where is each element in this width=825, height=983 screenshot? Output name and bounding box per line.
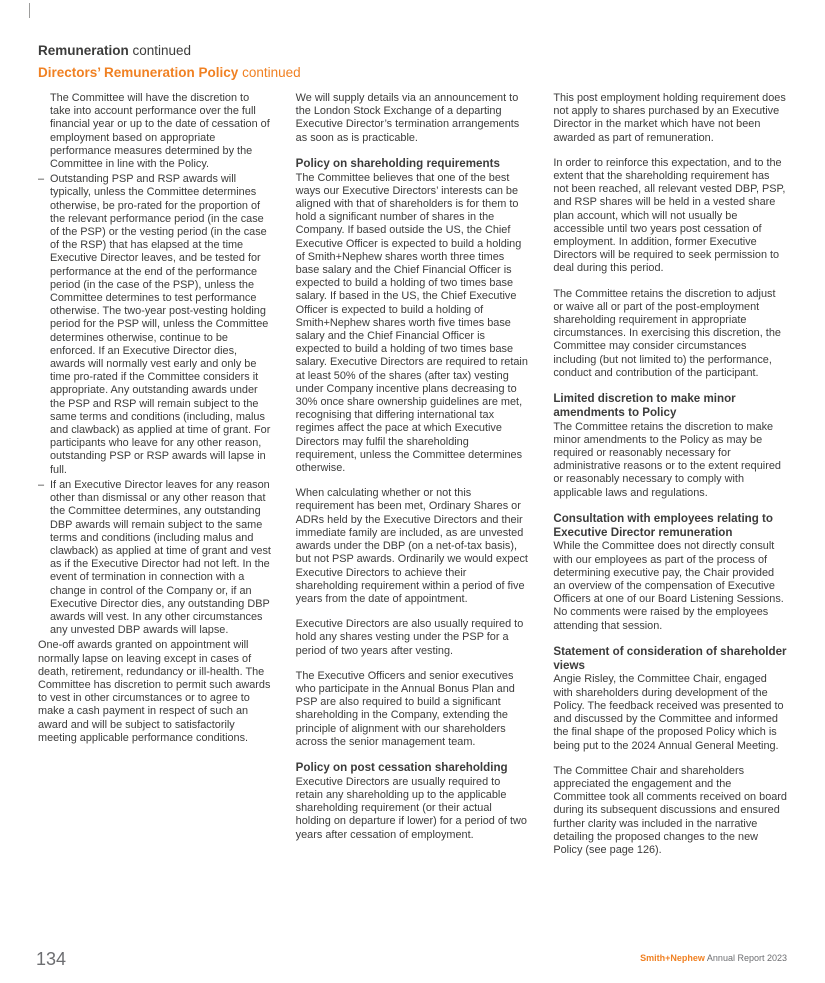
paragraph: Executive Directors are usually required to retain any shareholding up to the applicable shareholding requirement (or their actual holding on departure if lower) for a period of two years after cessation of employment. (295, 775, 527, 841)
paragraph: The Committee will have the discretion to take into account performance over the full financial year or up to the date of cessation of employment based on appropriate performance measures determined by the Committee in line with the Policy. (50, 92, 270, 171)
page-number: 134 (36, 949, 67, 969)
subheading-minor-amendments: Limited discretion to make minor amendments to Policy (553, 392, 736, 419)
paragraph: When calculating whether or not this requirement has been met, Ordinary Shares or ADRs held by the Executive Directors and their immediate family are included, as are unvested awards under the DBP (on a net-of-tax basis), but not PSP awards. Ordinarily we would expect Executive Directors to achieve their shareholding requirement within a period of five years from the date of appointment. (295, 487, 528, 605)
policy-title (38, 64, 301, 81)
column-1 (38, 92, 272, 869)
section-title-continued: continued (128, 43, 192, 58)
policy-title-continued: continued (238, 65, 301, 80)
paragraph: The Committee Chair and shareholders appreciated the engagement and the Committee took all comments received on board during its subsequent discussions and ensured further clarity was included in the narrative detailing the proposed changes to the new Policy (see page 126). (553, 764, 787, 856)
column-2 (296, 92, 530, 869)
page-header (38, 42, 301, 81)
list-item: – Outstanding PSP and RSP awards will typically, unless the Committee determines otherwise, be pro-rated for the proportion of the relevant performance period (in the case of the PSP) or the vesting period (in the case of the RSP) that has elapsed at the time Executive Director leaves, and be tested for performance at the end of the performance period (in the case of the PSP), unless the Committee determines to test performance otherwise. The two-year post-vesting holding period for the PSP will, unless the Committee determines otherwise, continue to be enforced. If an Executive Director dies, awards will normally vest early and only be time pro-rated if the Committee considers it appropriate. Any outstanding awards under the PSP and RSP will remain subject to the same terms and conditions (including, malus and clawback) as applied at time of grant. For participants who leave for any other reason, outstanding PSP or RSP awards will lapse in full. (38, 173, 272, 477)
footer-brand: Smith+Nephew (640, 953, 705, 963)
footer-report-name: Annual Report 2023 (704, 953, 787, 963)
paragraph: We will supply details via an announcement to the London Stock Exchange of a departing Executive Director’s termination arrangements as soon as is practicable. (295, 92, 520, 144)
paragraph: The Executive Officers and senior executives who participate in the Annual Bonus Plan and PSP are also required to build a significant shareholding in the Company, extending the principle of alignment with our shareholders across the senior management team. (295, 669, 515, 748)
content-columns (38, 92, 787, 869)
subheading-employee-consultation: Consultation with employees relating to Executive Director remuneration (553, 511, 774, 539)
footer-report-title (640, 953, 787, 964)
crop-mark (29, 3, 30, 18)
policy-title-bold: Directors’ Remuneration Policy (38, 65, 239, 80)
paragraph: In order to reinforce this expectation, and to the extent that the shareholding requirement has not been reached, all relevant vested DBP, PSP, and RSP shares will be held in a vested share plan account, which will not usually be accessible until two years post cessation of employment. In addition, former Executive Directors will be required to seek permission to deal during this period. (553, 156, 786, 275)
paragraph: One-off awards granted on appointment will normally lapse on leaving except in cases of death, retirement, redundancy or ill-health. The Committee has discretion to permit such awards to vest in other circumstances or to agree to make a cash payment in respect of such an award and will be subject to satisfactorily meeting applicable performance conditions. (38, 639, 271, 744)
paragraph: While the Committee does not directly consult with our employees as part of the process of determining executive pay, the Chair provided an overview of the compensation of Executive Officers at one of our Board Listening Sessions. No comments were raised by the employees attending that session. (553, 540, 784, 632)
section-title (38, 42, 301, 59)
paragraph: The Committee believes that one of the best ways our Executive Directors’ interests can be aligned with that of shareholders is for them to hold a significant number of shares in the Company. If based outside the US, the Chief Executive Officer is expected to build a holding of Smith+Nephew shares worth three times base salary and the Chief Financial Officer is expected to build a holding of two times base salary. If based in the US, the Chief Executive Officer is expected to build a holding of Smith+Nephew shares worth five times base salary and the Chief Financial Officer is expected to build a holding of two times base salary. Executive Directors are required to retain at least 50% of the shares (after tax) vesting under Company incentive plans decreasing to 30% once share ownership guidelines are met, recognising that differing international tax regimes affect the pace at which Executive Directors may fulfil the shareholding requirement, unless the Committee determines otherwise. (295, 171, 528, 475)
paragraph: The Committee retains the discretion to make minor amendments to the Policy as may be required or reasonably necessary for administrative reasons or to the extent required or reasonably necessary to comply with applicable laws and regulations. (553, 420, 781, 499)
paragraph: The Committee retains the discretion to adjust or waive all or part of the post-employment shareholding requirement in appropriate circumstances. In exercising this discretion, the Committee may consider circumstances including (but not limited to) the performance, conduct and contribution of the participant. (553, 287, 781, 379)
column-3 (553, 92, 787, 869)
subheading-shareholding-requirements: Policy on shareholding requirements (295, 156, 500, 170)
subheading-post-cessation-shareholding: Policy on post cessation shareholding (295, 760, 508, 774)
section-title-bold: Remuneration (38, 43, 129, 58)
subheading-shareholder-views: Statement of consideration of shareholder views (553, 644, 787, 672)
paragraph: Executive Directors are also usually required to hold any shares vesting under the PSP for a period of two years after vesting. (295, 618, 524, 657)
paragraph: This post employment holding requirement does not apply to shares purchased by an Executive Director in the market which have not been awarded as part of remuneration. (553, 92, 786, 144)
list-item: – If an Executive Director leaves for any reason other than dismissal or any other reason that the Committee determines, any outstanding DBP awards will remain subject to the same terms and conditions (including malus and clawback) as applied at time of grant and vest as if the Executive Director had not left. In the event of termination in connection with a change in control of the Company or, if an Executive Director dies, any outstanding DBP awards will vest. In any other circumstances any unvested DBP awards will lapse. (38, 479, 272, 637)
paragraph: Angie Risley, the Committee Chair, engaged with shareholders during development of the Policy. The feedback received was presented to and discussed by the Committee and informed the final shape of the proposed Policy which is being put to the 2024 Annual General Meeting. (553, 673, 784, 752)
